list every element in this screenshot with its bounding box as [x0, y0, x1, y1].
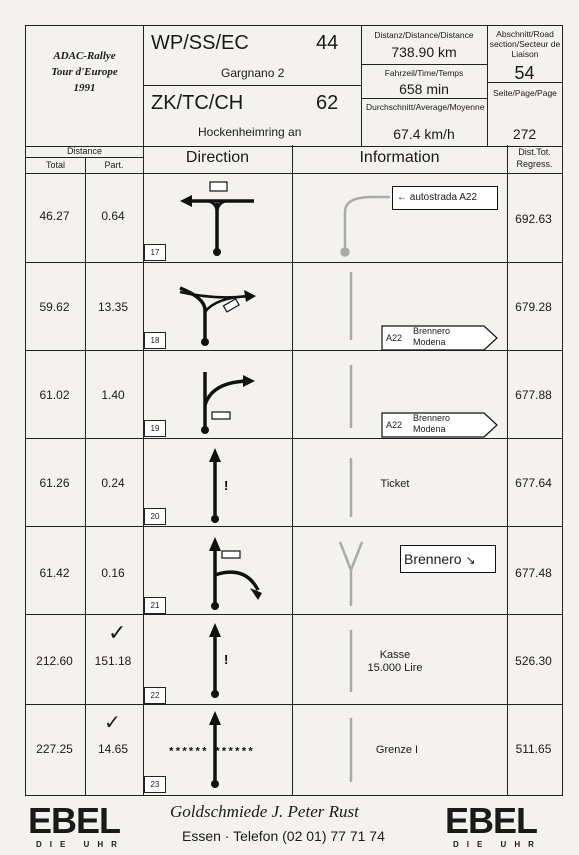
row-total: 61.42 — [39, 566, 70, 580]
distance-value: 738.90 km — [391, 44, 457, 60]
sign-dest-1: Brennero — [413, 413, 451, 423]
row-total: 46.27 — [39, 209, 70, 223]
check-mark: ✓ — [104, 712, 121, 734]
row-number: 21 — [144, 597, 166, 614]
info-text: autostrada A22 — [409, 192, 478, 203]
time-value: 658 min — [399, 81, 449, 97]
row-part: 151.18 — [94, 654, 132, 668]
info-sign-brennero — [400, 545, 496, 573]
row-number: 19 — [144, 420, 166, 437]
rally-line-1: ADAC-Rallye — [53, 50, 116, 62]
row-total: 61.02 — [39, 388, 70, 402]
info-grenze: Grenze I — [375, 744, 419, 756]
rally-line-2: Tour d'Europe — [51, 66, 118, 78]
section-label: Abschnitt/Road section/Secteur de Liaison — [489, 29, 561, 59]
row-number: 22 — [144, 687, 166, 704]
jeweler-name: Goldschmiede J. Peter Rust — [170, 802, 359, 821]
info-sign-row17: ← autostrada A22 — [392, 186, 498, 210]
sign-road: A22 — [386, 333, 403, 343]
ss-label: WP/SS/EC — [151, 32, 249, 54]
sign-destinations — [413, 326, 450, 348]
row-regress: 677.64 — [515, 476, 552, 490]
row-number: 17 — [144, 244, 166, 261]
sign-dest-2: Modena — [413, 424, 446, 434]
row-part: 0.64 — [101, 209, 125, 223]
info-line-1: Kasse — [379, 649, 411, 661]
svg-text:****** ******: ****** ****** — [168, 747, 254, 759]
row-part: 13.35 — [97, 300, 129, 314]
page-value: 272 — [512, 126, 537, 142]
info-ticket: Ticket — [380, 478, 410, 490]
row-regress: 511.65 — [515, 742, 552, 756]
row-total: 227.25 — [36, 742, 73, 756]
sign-dest-1: Brennero — [413, 326, 451, 336]
col-total: Total — [45, 160, 65, 170]
col-part: Part. — [104, 160, 124, 170]
info-kasse — [358, 649, 432, 675]
ss-name: Gargnano 2 — [221, 66, 285, 80]
jeweler-contact: Essen · Telefon (02 01) 77 71 74 — [182, 828, 385, 844]
brand-left-sub: DIE UHR — [36, 840, 125, 849]
svg-text:!: ! — [224, 478, 229, 493]
tc-name: Hockenheimring an — [198, 125, 302, 139]
distance-label: Distanz/Distance/Distance — [374, 30, 474, 40]
col-dist-tot: Dist.Tot. — [518, 147, 551, 157]
row-part: 14.65 — [97, 742, 129, 756]
svg-text:!: ! — [224, 652, 229, 667]
row-part: 0.24 — [101, 476, 125, 490]
row-regress: 679.28 — [515, 300, 552, 314]
tc-label: ZK/TC/CH — [151, 92, 244, 114]
tc-number: 62 — [316, 92, 339, 114]
brand-right: EBEL — [445, 800, 538, 841]
col-direction: Direction — [185, 149, 250, 166]
footer-ad — [10, 800, 569, 852]
average-value: 67.4 km/h — [393, 126, 455, 142]
row-total: 59.62 — [39, 300, 70, 314]
section-value: 54 — [514, 63, 535, 83]
row-total: 212.60 — [36, 654, 73, 668]
row-number: 20 — [144, 508, 166, 525]
sign-destinations — [413, 413, 450, 435]
col-information: Information — [359, 149, 440, 166]
brand-left: EBEL — [28, 800, 121, 841]
arrow-down-right-icon: ↘ — [465, 553, 476, 567]
row-total: 61.26 — [39, 476, 70, 490]
row-regress: 692.63 — [515, 212, 552, 226]
row-number: 18 — [144, 332, 166, 349]
col-distance: Distance — [66, 146, 102, 156]
rally-year: 1991 — [73, 82, 96, 94]
info-text: Brennero — [404, 551, 462, 567]
sign-dest-2: Modena — [413, 337, 446, 347]
average-label: Durchschnitt/Average/Moyenne — [366, 102, 485, 112]
row-regress: 526.30 — [515, 654, 552, 668]
info-line-2: 15.000 Lire — [367, 662, 423, 674]
ss-number: 44 — [316, 32, 339, 54]
row-number: 23 — [144, 776, 166, 793]
row-regress: 677.88 — [515, 388, 552, 402]
row-regress: 677.48 — [515, 566, 552, 580]
brand-right-sub: DIE UHR — [453, 840, 542, 849]
col-regress: Regress. — [516, 159, 553, 169]
row-part: 1.40 — [101, 388, 125, 402]
sign-road: A22 — [386, 420, 403, 430]
page-label: Seite/Page/Page — [493, 88, 557, 98]
check-mark: ✓ — [108, 620, 127, 645]
time-label: Fahrzeil/Time/Temps — [384, 68, 464, 78]
row-part: 0.16 — [101, 566, 125, 580]
